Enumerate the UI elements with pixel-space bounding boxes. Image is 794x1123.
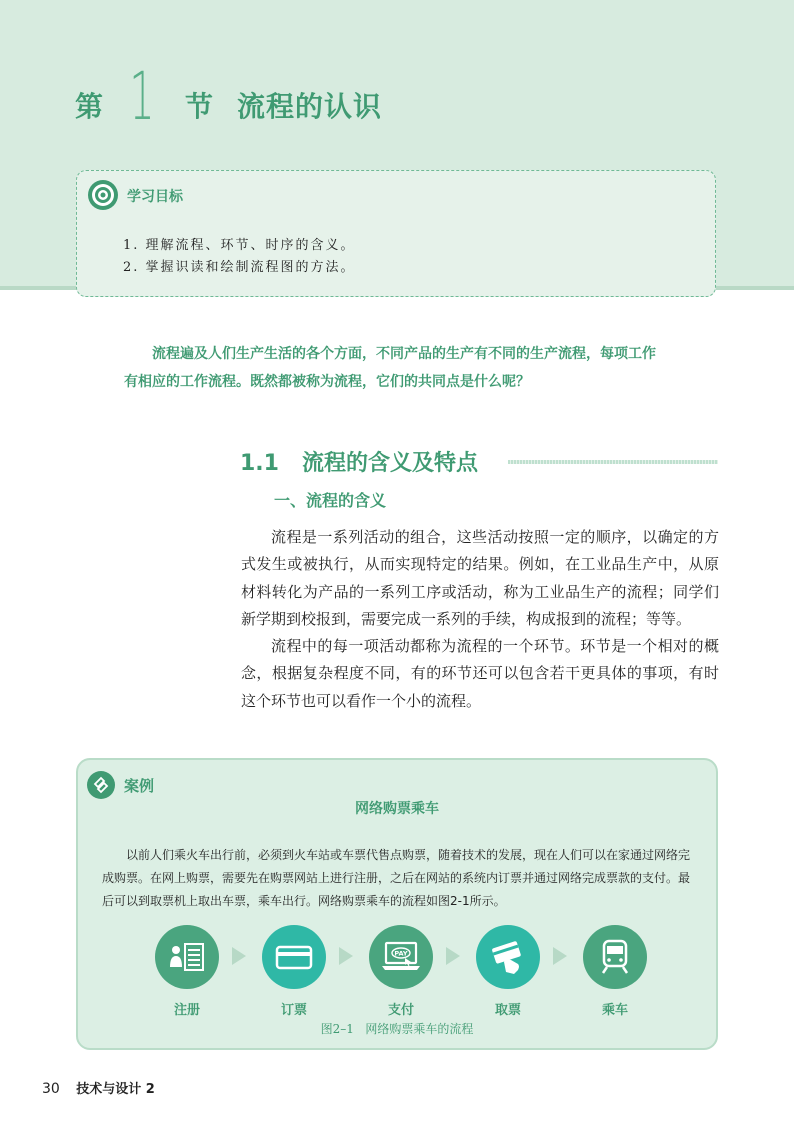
intro-line: 流程遍及人们生产生活的各个方面，不同产品的生产有不同的生产流程，每项工作 (152, 346, 656, 362)
case-label: 案例 (124, 777, 155, 795)
step-label: 取票 (494, 1003, 521, 1018)
goal-item: 1. 理解流程、环节、时序的含义。 (123, 238, 356, 253)
process-flow (152, 925, 652, 1018)
ticket-hand-icon (476, 925, 540, 989)
body-paragraph: 流程中的每一项活动都称为流程的一个环节。环节是一个相对的概念，根据复杂程度不同，有的环节还可以包含若干更具体的事项，有时这个环节也可以看作一个小的流程。 (241, 637, 719, 710)
case-box (76, 758, 718, 1050)
step-label: 注册 (173, 1003, 200, 1018)
laptop-pay-icon (369, 925, 433, 989)
learning-goals-label: 学习目标 (127, 189, 183, 205)
case-title: 网络购票乘车 (355, 801, 439, 817)
figure-caption: 图2–1 网络购票乘车的流程 (320, 1022, 474, 1036)
subsection-rule (508, 460, 718, 464)
section-suffix: 节 (185, 90, 214, 123)
intro-question (124, 340, 684, 396)
case-paragraph: 以前人们乘火车出行前，必须到火车站或车票代售点购票，随着技术的发展，现在人们可以在家通过网络完成购票。在网上购票，需要先在购票网站上进行注册，之后在网站的系统内订票并通过网络完成票款的支付。最后可以到取票机上取出车票，乘车出行。网络购票乘车的流程如图2-1所示。 (102, 848, 691, 908)
step-label: 订票 (280, 1003, 307, 1018)
step-label: 乘车 (601, 1003, 628, 1018)
section-heading: 流程的认识 (237, 90, 383, 123)
step-collect (473, 925, 543, 1018)
case-text (102, 844, 694, 913)
pay-text: PAY (394, 949, 408, 958)
section-prefix: 第 (75, 90, 104, 123)
case-icon (86, 770, 116, 800)
arrow-icon (553, 947, 567, 965)
card-icon (262, 925, 326, 989)
learning-goals-box (76, 170, 716, 297)
arrow-icon (339, 947, 353, 965)
body-text (241, 524, 719, 715)
arrow-icon (446, 947, 460, 965)
subsection-title: 1.1 流程的含义及特点 (240, 451, 478, 476)
step-pay (366, 925, 436, 1018)
target-icon (87, 179, 119, 211)
step-book (259, 925, 329, 1018)
page-footer (42, 1078, 155, 1097)
intro-line: 有相应的工作流程。既然都被称为流程，它们的共同点是什么呢？ (124, 374, 530, 390)
step-register (152, 925, 222, 1018)
step-ride (580, 925, 650, 1018)
train-icon (583, 925, 647, 989)
subsection-heading: 一、流程的含义 (274, 491, 387, 510)
learning-goals-list (123, 235, 356, 279)
arrow-icon (232, 947, 246, 965)
section-number: 1 (129, 58, 155, 135)
step-label: 支付 (387, 1003, 414, 1018)
body-paragraph: 流程是一系列活动的组合，这些活动按照一定的顺序，以确定的方式发生或被执行，从而实现特定的结果。例如，在工业品生产中，从原材料转化为产品的一系列工序或活动，称为工业品生产的流程；同学们新学期到校报到，需要完成一系列的手续，构成报到的流程；等等。 (241, 528, 719, 628)
page-number: 30 (42, 1081, 60, 1097)
section-title (75, 58, 383, 140)
book-title: 技术与设计 2 (76, 1082, 155, 1097)
goal-item: 2. 掌握识读和绘制流程图的方法。 (123, 260, 356, 275)
register-icon (155, 925, 219, 989)
